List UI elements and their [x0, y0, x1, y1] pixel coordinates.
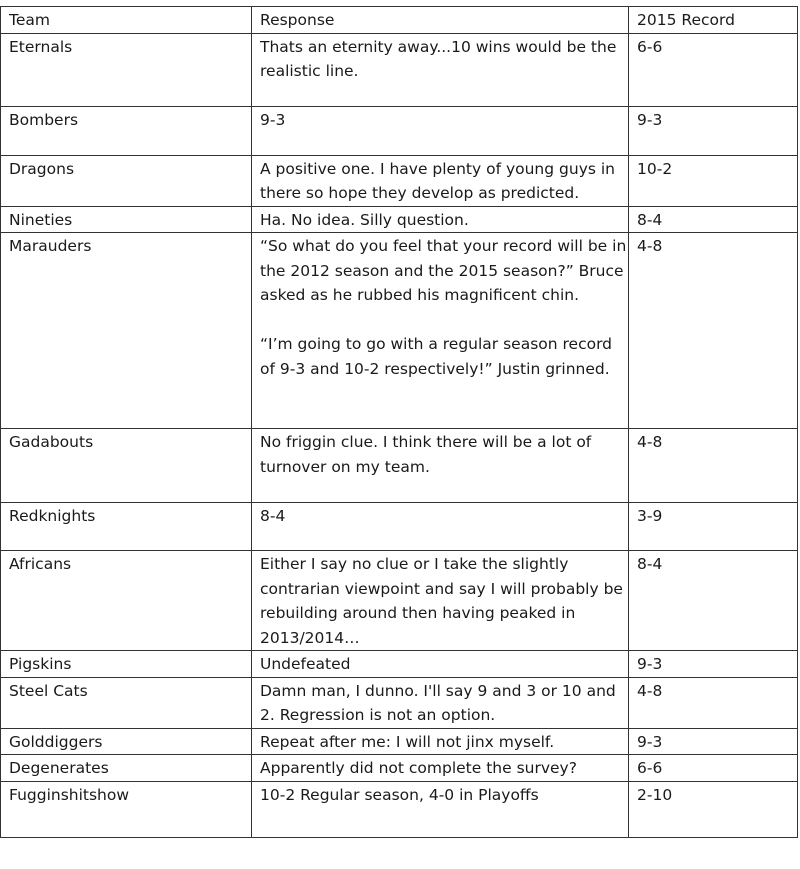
- record-cell: [629, 155, 798, 206]
- response-cell: [252, 677, 629, 728]
- table-row: [1, 106, 798, 155]
- record-text: 9-3: [637, 655, 663, 673]
- team-text: Bombers: [9, 110, 79, 129]
- team-cell: [1, 106, 252, 155]
- team-cell: [1, 429, 252, 503]
- response-text: Repeat after me: I will not jinx myself.: [260, 732, 555, 751]
- record-cell: [629, 728, 798, 755]
- record-cell: [629, 755, 798, 782]
- team-text: Steel Cats: [9, 681, 88, 700]
- record-text: 8-4: [637, 210, 663, 229]
- response-cell: [252, 651, 629, 678]
- table-row: [1, 728, 798, 755]
- response-cell: [252, 503, 629, 551]
- team-cell: [1, 206, 252, 233]
- response-cell: [252, 551, 629, 651]
- record-cell: [629, 33, 798, 106]
- response-cell: [252, 233, 629, 429]
- table-row: [1, 755, 798, 782]
- team-text: Gadabouts: [9, 433, 94, 451]
- table-row: [1, 651, 798, 678]
- response-text: 9-3: [260, 110, 286, 129]
- record-cell: [629, 106, 798, 155]
- record-cell: [629, 429, 798, 503]
- table-row: [1, 429, 798, 503]
- team-text: Redknights: [9, 507, 96, 525]
- record-text: 4-8: [637, 681, 663, 700]
- team-text: Degenerates: [9, 759, 109, 777]
- response-text: Thats an eternity away...10 wins would be the realistic line.: [260, 37, 622, 80]
- team-cell: [1, 33, 252, 106]
- response-cell: [252, 728, 629, 755]
- response-text: Apparently did not complete the survey?: [260, 759, 577, 777]
- table-row: [1, 206, 798, 233]
- table-row: [1, 233, 798, 429]
- record-cell: [629, 206, 798, 233]
- team-cell: [1, 155, 252, 206]
- record-text: 3-9: [637, 507, 663, 525]
- team-text: Nineties: [9, 210, 73, 229]
- team-cell: [1, 233, 252, 429]
- response-text: Undefeated: [260, 655, 351, 673]
- response-cell: [252, 155, 629, 206]
- response-text: A positive one. I have plenty of young guys in there so hope they develop as predicted.: [260, 159, 620, 202]
- response-cell: [252, 781, 629, 837]
- team-text: Eternals: [9, 37, 73, 56]
- response-text: Damn man, I dunno. I'll say 9 and 3 or 10 and 2. Regression is not an option.: [260, 681, 621, 724]
- response-text: Either I say no clue or I take the slightly contrarian viewpoint and say I will probably be rebuilding around then having peaked in 2013/2014…: [260, 555, 628, 647]
- header-record: 2015 Record: [629, 7, 798, 34]
- team-cell: [1, 728, 252, 755]
- record-text: 9-3: [637, 732, 663, 751]
- response-text: “So what do you feel that your record will be in the 2012 season and the 2015 season?” Bruce asked as he rubbed his magnificent chin. “I’m going to go with a regular season record of 9-3 and 10-2 respectively!” Justin grinned.: [260, 237, 627, 378]
- record-cell: [629, 781, 798, 837]
- response-cell: [252, 33, 629, 106]
- team-text: Marauders: [9, 237, 92, 255]
- team-text: Golddiggers: [9, 732, 103, 751]
- record-text: 2-10: [637, 785, 673, 804]
- table-row: [1, 503, 798, 551]
- team-cell: [1, 551, 252, 651]
- team-text: Pigskins: [9, 655, 72, 673]
- record-cell: [629, 551, 798, 651]
- team-cell: [1, 781, 252, 837]
- response-text: Ha. No idea. Silly question.: [260, 210, 469, 229]
- table-row: [1, 155, 798, 206]
- team-cell: [1, 503, 252, 551]
- header-team: Team: [1, 7, 252, 34]
- record-text: 8-4: [637, 555, 663, 573]
- table-row: [1, 781, 798, 837]
- response-cell: [252, 429, 629, 503]
- table-row: [1, 677, 798, 728]
- survey-table: [0, 6, 798, 838]
- record-text: 4-8: [637, 237, 663, 255]
- record-text: 4-8: [637, 433, 663, 451]
- record-cell: [629, 651, 798, 678]
- response-cell: [252, 106, 629, 155]
- response-cell: [252, 206, 629, 233]
- header-response: Response: [252, 7, 629, 34]
- response-text: No friggin clue. I think there will be a lot of turnover on my team.: [260, 433, 597, 476]
- team-cell: [1, 755, 252, 782]
- team-text: Fugginshitshow: [9, 785, 130, 804]
- header-row: [1, 7, 798, 34]
- record-cell: [629, 677, 798, 728]
- table-row: [1, 33, 798, 106]
- table-header: [1, 7, 798, 34]
- team-text: Africans: [9, 555, 72, 573]
- team-text: Dragons: [9, 159, 75, 178]
- record-text: 6-6: [637, 759, 663, 777]
- record-cell: [629, 503, 798, 551]
- team-cell: [1, 677, 252, 728]
- table-row: [1, 551, 798, 651]
- record-text: 6-6: [637, 37, 663, 56]
- team-cell: [1, 651, 252, 678]
- response-text: 10-2 Regular season, 4-0 in Playoffs: [260, 785, 539, 804]
- record-text: 9-3: [637, 110, 663, 129]
- table-body: [1, 33, 798, 837]
- record-cell: [629, 233, 798, 429]
- response-cell: [252, 755, 629, 782]
- record-text: 10-2: [637, 159, 673, 178]
- response-text: 8-4: [260, 507, 286, 525]
